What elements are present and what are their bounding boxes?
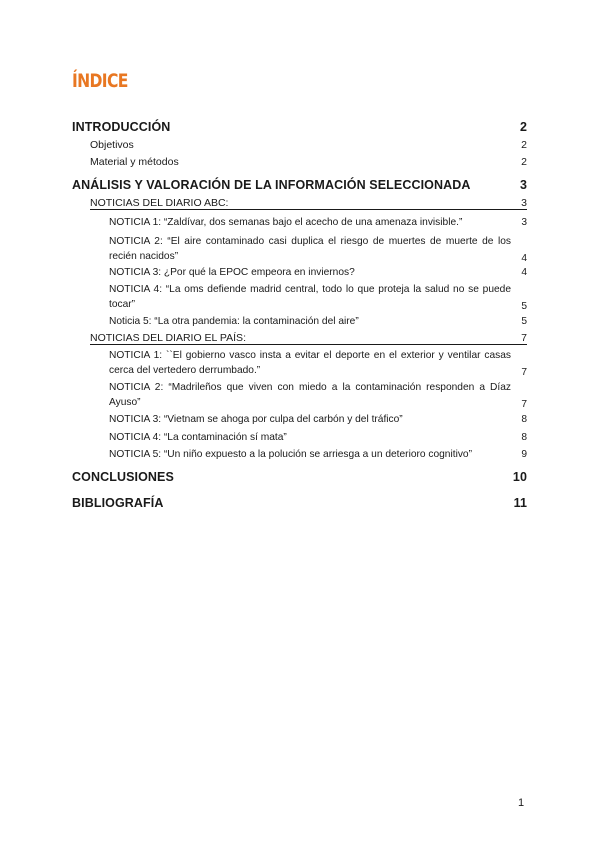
toc-entry-page: 7 [521,399,527,410]
toc-entry-text: NOTICIA 4: “La oms defiende madrid central, todo lo que proteja la salud no se puede tocar” [109,284,511,310]
toc-entry-pais-noticia-1[interactable] [109,348,527,378]
toc-entry-pais-noticia-3[interactable] [109,412,527,427]
toc-entry-noticias-abc[interactable] [90,197,527,210]
toc-entry-text: BIBLIOGRAFÍA [72,496,164,510]
toc-entry-introduccion[interactable] [72,120,527,134]
page-number: 1 [518,797,525,809]
toc-entry-page: 8 [521,414,527,425]
toc-entry-text: NOTICIAS DEL DIARIO EL PAÍS: [90,332,246,344]
toc-entry-page: 3 [519,178,527,192]
toc-entry-page: 2 [519,120,527,134]
toc-entry-page: 2 [521,156,527,168]
page-title: ÍNDICE [72,70,128,92]
toc-entry-pais-noticia-4[interactable] [109,430,527,445]
toc-entry-abc-noticia-3[interactable] [109,265,527,280]
toc-entry-page: 2 [521,139,527,151]
toc-entry-material[interactable] [90,156,527,168]
toc-entry-bibliografia[interactable] [72,496,527,510]
toc-entry-page: 3 [521,197,527,209]
toc-entry-text: NOTICIA 2: “Madrileños que viven con miedo a la contaminación responden a Díaz Ayuso” [109,382,511,408]
toc-entry-abc-noticia-2[interactable] [109,234,527,264]
toc-entry-page: 11 [513,496,527,510]
toc-entry-noticias-pais[interactable] [90,332,527,345]
toc-entry-text: INTRODUCCIÓN [72,120,171,134]
toc-entry-text: NOTICIA 3: ¿Por qué la EPOC empeora en inviernos? [109,267,355,278]
toc-entry-text: NOTICIA 5: “Un niño expuesto a la polución se arriesga a un deterioro cognitivo” [109,449,472,460]
toc-entry-page: 7 [521,367,527,378]
toc-entry-abc-noticia-1[interactable] [109,215,527,230]
toc-entry-text: Objetivos [90,139,134,151]
toc-entry-text: Material y métodos [90,156,179,168]
toc-entry-page: 10 [512,470,527,484]
toc-entry-page: 8 [521,432,527,443]
toc-entry-pais-noticia-2[interactable] [109,380,527,410]
toc-entry-page: 7 [521,332,527,344]
toc-entry-abc-noticia-4[interactable] [109,282,527,312]
toc-entry-text: Noticia 5: “La otra pandemia: la contaminación del aire” [109,316,359,327]
toc-entry-text: NOTICIA 1: “Zaldívar, dos semanas bajo el acecho de una amenaza invisible.” [109,217,463,228]
toc-entry-page: 3 [521,217,527,228]
toc-entry-text: NOTICIA 1: ``El gobierno vasco insta a evitar el deporte en el exterior y ventilar casas cerca del vertedero derrumbado.” [109,350,511,376]
toc-entry-text: NOTICIAS DEL DIARIO ABC: [90,197,229,209]
toc-entry-analisis[interactable] [72,178,527,192]
toc-entry-objetivos[interactable] [90,139,527,151]
toc-entry-page: 5 [521,301,527,312]
toc-entry-text: NOTICIA 3: “Vietnam se ahoga por culpa del carbón y del tráfico” [109,414,403,425]
toc-entry-pais-noticia-5[interactable] [109,447,527,462]
toc-entry-text: NOTICIA 4: “La contaminación sí mata” [109,432,287,443]
toc-entry-page: 4 [521,253,527,264]
toc-entry-abc-noticia-5[interactable] [109,314,527,329]
toc-entry-text: ANÁLISIS Y VALORACIÓN DE LA INFORMACIÓN SELECCIONADA [72,178,471,192]
toc-entry-page: 9 [521,449,527,460]
toc-entry-page: 4 [521,267,527,278]
toc-entry-text: NOTICIA 2: “El aire contaminado casi duplica el riesgo de muertes de muerte de los recién nacidos” [109,236,511,262]
toc-entry-text: CONCLUSIONES [72,470,174,484]
toc-entry-conclusiones[interactable] [72,470,527,484]
toc-entry-page: 5 [521,316,527,327]
